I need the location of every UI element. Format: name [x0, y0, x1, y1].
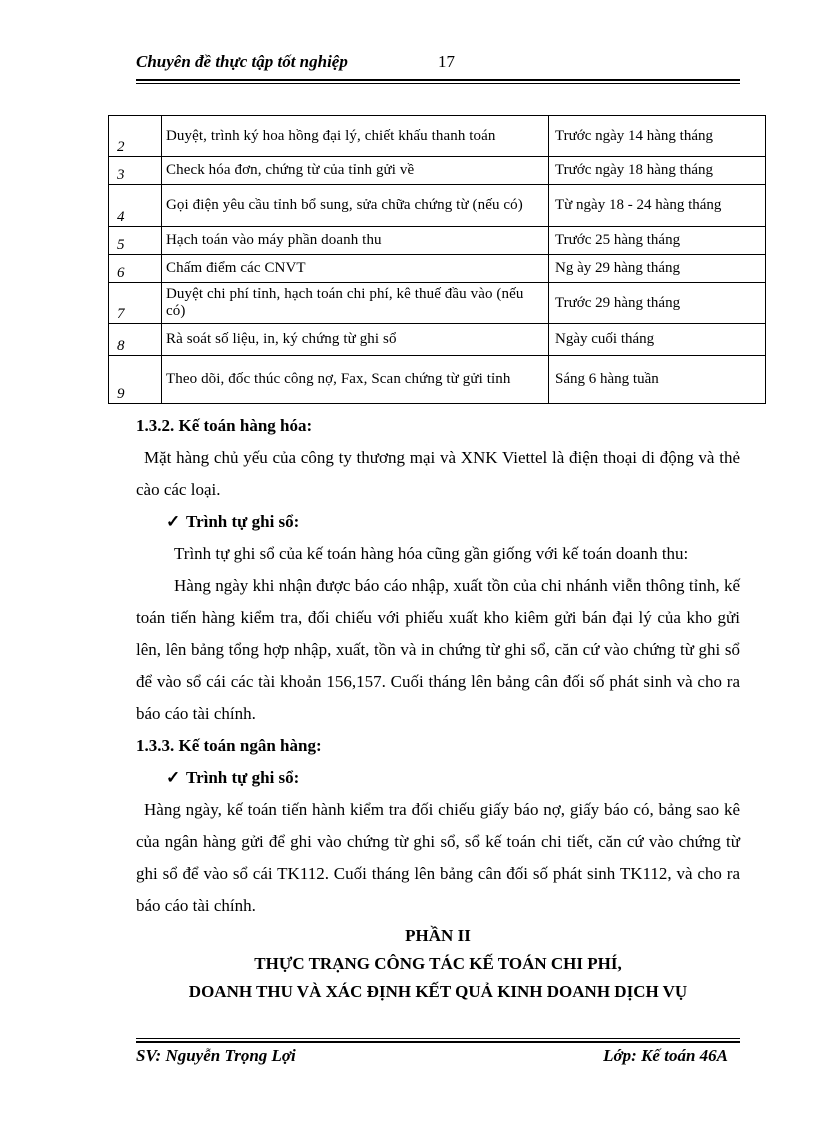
row-description: Rà soát số liệu, in, ký chứng từ ghi sổ — [162, 324, 549, 356]
table-row — [109, 356, 766, 404]
page-header — [136, 52, 740, 76]
row-time: Trước 25 hàng tháng — [549, 227, 766, 255]
row-description: Gọi điện yêu cầu tỉnh bổ sung, sửa chữa chứng từ (nếu có) — [162, 185, 549, 227]
row-description: Chấm điểm các CNVT — [162, 255, 549, 283]
header-rule-thin — [136, 83, 740, 84]
check-label: Trình tự ghi sổ: — [186, 768, 300, 787]
header-rule-thick — [136, 79, 740, 81]
body-content — [136, 410, 740, 1006]
row-time: Sáng 6 hàng tuần — [549, 356, 766, 404]
footer-rule-thick — [136, 1041, 740, 1043]
check-item — [136, 762, 740, 794]
paragraph: Hàng ngày, kế toán tiến hành kiểm tra đối chiếu giấy báo nợ, giấy báo có, bảng sao kê của ngân hàng gửi để ghi vào chứng từ ghi sổ, sổ kế toán chi tiết, căn cứ vào chứng từ ghi sổ để vào sổ cái TK112. Cuối tháng lên bảng cân đối số phát sinh TK112, và cho ra báo cáo tài chính. — [136, 800, 740, 915]
row-description: Duyệt chi phí tỉnh, hạch toán chi phí, kê thuế đầu vào (nếu có) — [162, 283, 549, 324]
row-time: Ng ày 29 hàng tháng — [549, 255, 766, 283]
student-name: SV: Nguyễn Trọng Lợi — [136, 1046, 296, 1065]
row-description: Duyệt, trình ký hoa hồng đại lý, chiết khấu thanh toán — [162, 116, 549, 157]
row-time: Ngày cuối tháng — [549, 324, 766, 356]
section-heading-133: 1.3.3. Kế toán ngân hàng: — [136, 736, 322, 755]
row-number: 2 — [109, 116, 162, 157]
row-time: Trước 29 hàng tháng — [549, 283, 766, 324]
row-time: Trước ngày 14 hàng tháng — [549, 116, 766, 157]
row-number: 3 — [109, 157, 162, 185]
table-row — [109, 255, 766, 283]
check-label: Trình tự ghi sổ: — [186, 512, 300, 531]
checkmark-icon: ✓ — [166, 512, 181, 531]
check-item — [136, 506, 740, 538]
table-row — [109, 185, 766, 227]
row-number: 4 — [109, 185, 162, 227]
section-heading-132: 1.3.2. Kế toán hàng hóa: — [136, 416, 313, 435]
footer-rule-thin — [136, 1038, 740, 1039]
row-time: Trước ngày 18 hàng tháng — [549, 157, 766, 185]
row-number: 6 — [109, 255, 162, 283]
page-footer — [136, 1046, 740, 1070]
page-number: 17 — [438, 52, 455, 71]
schedule-table — [108, 115, 766, 404]
paragraph: Trình tự ghi sổ của kế toán hàng hóa cũng gần giống với kế toán doanh thu: — [174, 544, 689, 563]
table-row — [109, 227, 766, 255]
row-time: Từ ngày 18 - 24 hàng tháng — [549, 185, 766, 227]
part-title-line: DOANH THU VÀ XÁC ĐỊNH KẾT QUẢ KINH DOANH DỊCH VỤ — [188, 982, 688, 1001]
paragraph: Hàng ngày khi nhận được báo cáo nhập, xuất tồn của chi nhánh viễn thông tỉnh, kế toán tiến hàng kiểm tra, đối chiếu với phiếu xuất kho kiêm gửi bán đại lý của kho gửi lên, lên bảng tổng hợp nhập, xuất, tồn và in chứng từ ghi sổ, căn cứ vào chứng từ ghi sổ để vào sổ cái các tài khoản 156,157. Cuối tháng lên bảng cân đối số phát sinh và cho ra báo cáo tài chính. — [136, 576, 740, 723]
row-number: 5 — [109, 227, 162, 255]
row-description: Check hóa đơn, chứng từ của tỉnh gửi về — [162, 157, 549, 185]
table-row — [109, 116, 766, 157]
class-name: Lớp: Kế toán 46A — [603, 1046, 728, 1065]
row-number: 7 — [109, 283, 162, 324]
row-description: Hạch toán vào máy phần doanh thu — [162, 227, 549, 255]
table-row — [109, 324, 766, 356]
row-number: 9 — [109, 356, 162, 404]
table-row — [109, 157, 766, 185]
table-row — [109, 283, 766, 324]
document-title: Chuyên đề thực tập tốt nghiệp — [136, 52, 348, 71]
paragraph: Mặt hàng chủ yếu của công ty thương mại và XNK Viettel là điện thoại di động và thẻ cào các loại. — [136, 448, 740, 499]
checkmark-icon: ✓ — [166, 768, 181, 787]
part-title-line: THỰC TRẠNG CÔNG TÁC KẾ TOÁN CHI PHÍ, — [254, 954, 622, 973]
row-description: Theo dõi, đốc thúc công nợ, Fax, Scan chứng từ gửi tỉnh — [162, 356, 549, 404]
row-number: 8 — [109, 324, 162, 356]
part-number: PHẦN II — [405, 926, 471, 945]
